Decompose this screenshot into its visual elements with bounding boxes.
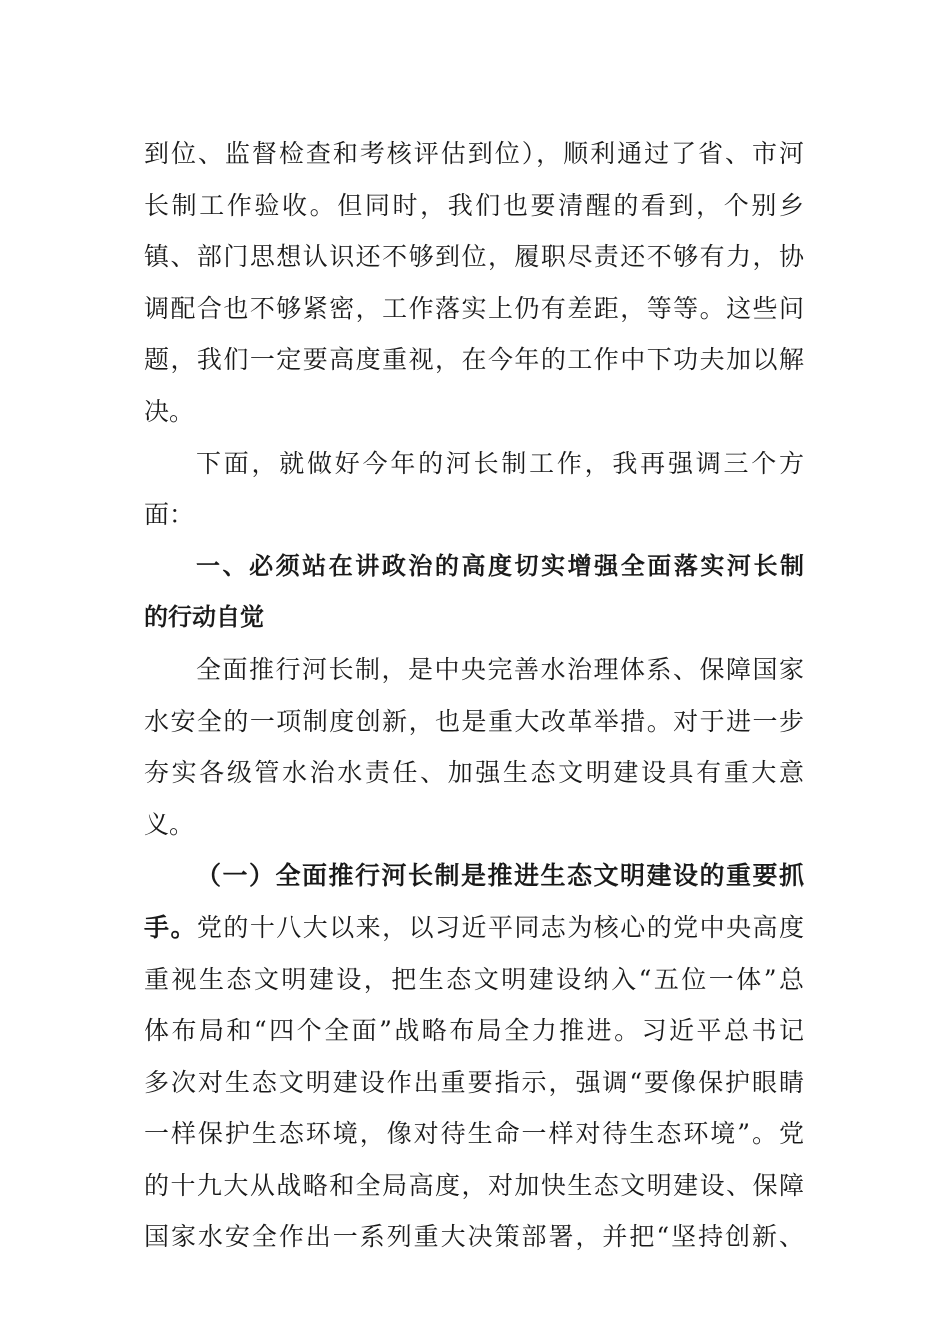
paragraph-line: 长制工作验收。但同时，我们也要清醒的看到，个别乡 [144, 190, 804, 220]
paragraph-line: 下面，就做好今年的河长制工作，我再强调三个方 [196, 448, 804, 478]
paragraph-line [144, 902, 804, 954]
paragraph-line: 到位、监督检查和考核评估到位），顺利通过了省、市河 [144, 139, 804, 168]
paragraph-line: 水安全的一项制度创新，也是重大改革举措。对于进一步 [144, 706, 804, 736]
paragraph-line: 国家水安全作出一系列重大决策部署，并把“坚持创新、 [144, 1222, 804, 1252]
paragraph-text: 党的十八大以来，以习近平同志为核心的党中央高度 [196, 912, 804, 942]
subsection-heading-end: 手。 [144, 912, 197, 942]
paragraph-line: 面： [144, 500, 195, 530]
paragraph-line: 全面推行河长制，是中央完善水治理体系、保障国家 [196, 654, 804, 684]
section-heading: 一、必须站在讲政治的高度切实增强全面落实河长制 [196, 551, 804, 580]
paragraph-line: 义。 [144, 809, 195, 839]
paragraph-line: 的十九大从战略和全局高度，对加快生态文明建设、保障 [144, 1170, 804, 1200]
section-heading: 的行动自觉 [144, 603, 264, 632]
paragraph-line: 体布局和“四个全面”战略布局全力推进。习近平总书记 [144, 1016, 804, 1046]
paragraph-line: 决。 [144, 396, 195, 426]
paragraph-line: 一样保护生态环境，像对待生命一样对待生态环境”。党 [144, 1119, 804, 1149]
paragraph-line: 镇、部门思想认识还不够到位，履职尽责还不够有力，协 [144, 242, 804, 272]
subsection-heading: （一）全面推行河长制是推进生态文明建设的重要抓 [196, 861, 804, 891]
paragraph-line: 多次对生态文明建设作出重要指示，强调“要像保护眼睛 [144, 1067, 804, 1097]
paragraph-line: 调配合也不够紧密，工作落实上仍有差距，等等。这些问 [144, 293, 804, 323]
paragraph-line: 重视生态文明建设，把生态文明建设纳入“五位一体”总 [144, 964, 804, 994]
paragraph-line: 夯实各级管水治水责任、加强生态文明建设具有重大意 [144, 758, 804, 788]
paragraph-line: 题，我们一定要高度重视，在今年的工作中下功夫加以解 [144, 345, 804, 375]
document-body [144, 128, 804, 1263]
